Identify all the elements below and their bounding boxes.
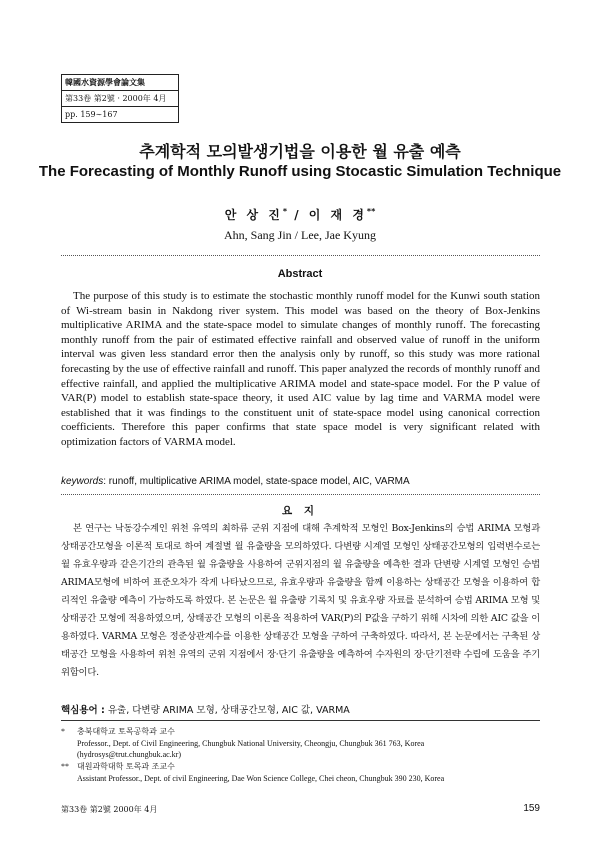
author-second-mark: ** — [366, 207, 376, 216]
author-first-mark: * — [282, 207, 288, 216]
footnote-affiliation-en: Professor., Dept. of Civil Engineering, Chungbuk National University, Cheongju, Chungbuk 361 763, Korea — [77, 738, 425, 748]
footnote-mark: ** — [61, 762, 69, 771]
abstract-text: The purpose of this study is to estimate the stochastic monthly runoff model for the Kunwi south station of Wi-stream basin in Nakdong river system. This model was based on the theory of Box-Jenkins multiplicative ARIMA and the state-space model to simulate changes of monthly runoff. The forecasting monthly runoff from the pair of estimated effective rainfall and observed value of runoff in the uniform interval was given less standard error then the analysis only by runoff, so this study was more rational forecasting by the use of effective rainfall and runoff. This paper analyzed the records of monthly runoff and effective rainfall, and applied the multiplicative ARIMA model and state-space model. For the P value of VAR(P) model to establish state-space theory, it used AIC value by lag time and VARMA model were established that it was findings to the constituent unit of state-space model using canonical correction coefficients. Therefore this paper confirms that state space model is very significant related with optimization factors of VARMA model. — [61, 290, 540, 448]
footnote-author-1 — [61, 726, 540, 761]
title-english: The Forecasting of Monthly Runoff using Stocastic Simulation Technique — [38, 163, 562, 180]
divider-middle — [61, 494, 540, 495]
keywords-list: : runoff, multiplicative ARIMA model, state-space model, AIC, VARMA — [103, 476, 410, 487]
authors-korean — [0, 206, 600, 223]
summary-keywords — [61, 702, 540, 716]
title-korean: 추계학적 모의발생기법을 이용한 월 유출 예측 — [139, 142, 461, 161]
journal-name: 韓國水資源學會論文集 — [62, 75, 178, 91]
journal-volume: 第33卷 第2號 · 2000年 4月 — [62, 91, 178, 107]
abstract-heading: Abstract — [277, 268, 323, 280]
journal-info-box — [61, 74, 179, 123]
summary-text: 본 연구는 낙동강수계인 위천 유역의 최하류 군위 지점에 대해 추계학적 모형인 Box-Jenkins의 승법 ARIMA 모형과 상태공간모형을 이론적 토대로 하여 계절별 월 유출량을 모의하였다. 다변량 시계열 모형인 상태공간모형의 입력변수로는 월 유효우량과 같은기간의 관측된 월 유출량을 사용하여 군위지점의 월 유출량을 예측한 결과 단변량 시계열 모형인 승법 ARIMA모형에 비하여 표준오차가 작게 나타났으므로, 유효우량과 유출량을 함께 이용하는 상태공간 모형을 이용하여 합리적인 유출량 예측이 가능하도록 하였다. 본 논문은 월 유출량 기록치 및 유효우량 자료를 분석하여 승법 ARIMA 모형 및 상태공간 모형에 적용하였으며, 상태공간 모형의 이론을 적용하여 VAR(P)의 P값을 구하기 위해 시차에 의한 AIC 값을 이용하였다. VARMA 모형은 정준상관계수를 이용한 상태공간 모형을 구하여 구축하였다. 따라서, 본 논문에서는 구축된 상태공간 모형을 사용하여 위천 유역의 군위 지점에서 장·단기 유출량을 예측하여 수자원의 장·단기전략 수립에 도움을 주기 위함이다. — [61, 523, 540, 678]
authors-english: Ahn, Sang Jin / Lee, Jae Kyung — [224, 228, 376, 242]
footnote-email: (hydrosys@trut.chungbuk.ac.kr) — [77, 750, 182, 759]
keywords-label: keywords — [61, 476, 104, 487]
footnote-affiliation-ko: 충북대학교 토목공학과 교수 — [77, 727, 175, 736]
footnote-affiliation-ko: 대원과학대학 토목과 조교수 — [77, 762, 175, 771]
author-separator: / — [287, 208, 309, 222]
footnote-affiliation-en: Assistant Professor., Dept. of civil Engineering, Dae Won Science College, Chei cheon, Chungbuk 390 230, Korea — [77, 773, 445, 783]
author-second-korean: 이 재 경 — [308, 208, 367, 222]
abstract-keywords — [61, 476, 540, 487]
page-number: 159 — [523, 803, 540, 814]
divider-top — [61, 255, 540, 256]
summary-body — [61, 520, 540, 682]
footnote-mark: * — [61, 727, 65, 736]
journal-pages: pp. 159∼167 — [65, 110, 118, 119]
summary-keywords-list: 유출, 다변량 ARIMA 모형, 상태공간모형, AIC 값, VARMA — [104, 705, 350, 716]
footnote-author-2 — [61, 761, 540, 784]
divider-footnotes — [61, 720, 540, 721]
summary-keywords-label: 핵심용어 : — [61, 705, 105, 716]
abstract-body — [61, 289, 540, 450]
footer-issue: 第33卷 第2號 2000年 4月 — [61, 805, 158, 814]
author-first-korean: 안 상 진 — [224, 208, 283, 222]
summary-heading: 요 지 — [282, 505, 318, 517]
